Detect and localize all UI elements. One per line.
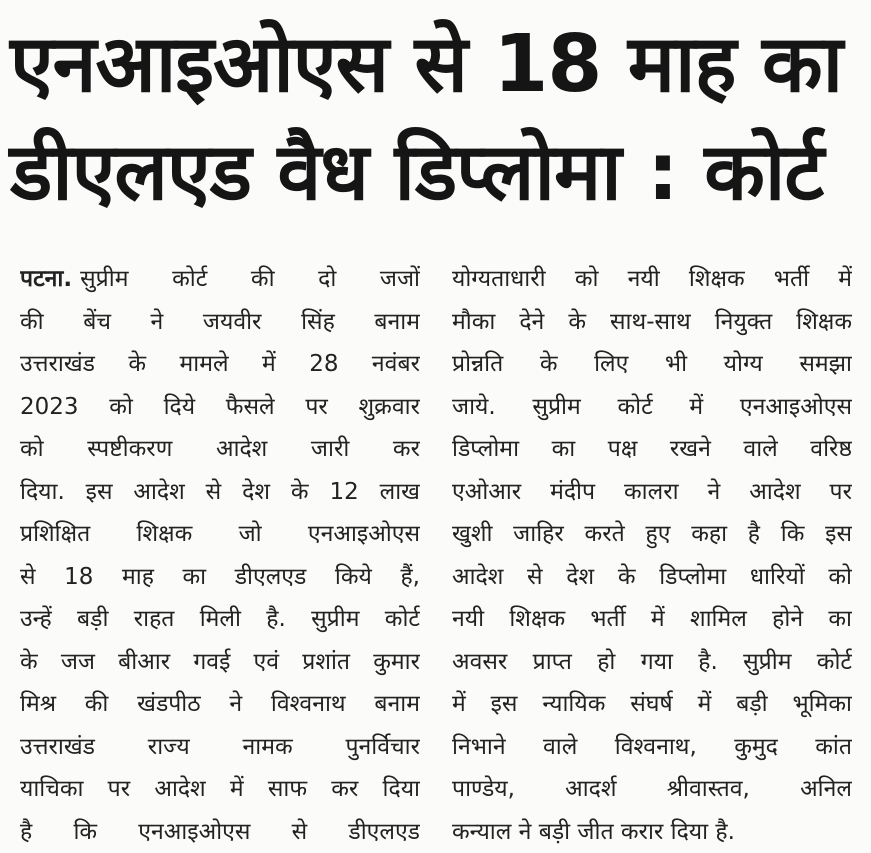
article-line: में इस न्यायिक संघर्ष में बड़ी भूमिका	[452, 683, 852, 726]
article-line: आदेश से देश के डिप्लोमा धारियों को	[452, 556, 852, 599]
article-line: के जज बीआर गवई एवं प्रशांत कुमार	[20, 641, 420, 684]
article-line: अवसर प्राप्त हो गया है. सुप्रीम कोर्ट	[452, 641, 852, 684]
article-line: कन्याल ने बड़ी जीत करार दिया है.	[452, 811, 852, 853]
headline-line-1: एनआइओएस से 18 माह का	[10, 10, 861, 118]
article-line: एओआर मंदीप कालरा ने आदेश पर	[452, 471, 852, 514]
article-line-text: सुप्रीम कोर्ट की दो जजों	[80, 266, 420, 292]
article-line: निभाने वाले विश्वनाथ, कुमुद कांत	[452, 726, 852, 769]
article-line: उन्हें बड़ी राहत मिली है. सुप्रीम कोर्ट	[20, 598, 420, 641]
article-line: दिया. इस आदेश से देश के 12 लाख	[20, 471, 420, 514]
article-line: नयी शिक्षक भर्ती में शामिल होने का	[452, 598, 852, 641]
article-line	[20, 258, 420, 301]
article-line: पाण्डेय, आदर्श श्रीवास्तव, अनिल	[452, 768, 852, 811]
article-line: उत्तराखंड राज्य नामक पुनर्विचार	[20, 726, 420, 769]
article-line: मौका देने के साथ-साथ नियुक्त शिक्षक	[452, 301, 852, 344]
article-line: से 18 माह का डीएलएड किये हैं,	[20, 556, 420, 599]
article-line: उत्तराखंड के मामले में 28 नवंबर	[20, 343, 420, 386]
article-line: याचिका पर आदेश में साफ कर दिया	[20, 768, 420, 811]
article-line: प्रशिक्षित शिक्षक जो एनआइओएस	[20, 513, 420, 556]
article-column-right	[452, 258, 852, 853]
article-line: खुशी जाहिर करते हुए कहा है कि इस	[452, 513, 852, 556]
dateline: पटना.	[20, 266, 72, 292]
article-column-left	[20, 258, 420, 853]
article-line: डिप्लोमा का पक्ष रखने वाले वरिष्ठ	[452, 428, 852, 471]
headline	[10, 10, 861, 226]
article-line: है कि एनआइओएस से डीएलएड	[20, 811, 420, 853]
article-line: योग्यताधारी को नयी शिक्षक भर्ती में	[452, 258, 852, 301]
article-line: प्रोन्नति के लिए भी योग्य समझा	[452, 343, 852, 386]
article-line: जाये. सुप्रीम कोर्ट में एनआइओएस	[452, 386, 852, 429]
article-line: को स्पष्टीकरण आदेश जारी कर	[20, 428, 420, 471]
article-line: 2023 को दिये फैसले पर शुक्रवार	[20, 386, 420, 429]
article-line: की बेंच ने जयवीर सिंह बनाम	[20, 301, 420, 344]
headline-line-2: डीएलएड वैध डिप्लोमा : कोर्ट	[10, 118, 861, 226]
article-line: मिश्र की खंडपीठ ने विश्वनाथ बनाम	[20, 683, 420, 726]
